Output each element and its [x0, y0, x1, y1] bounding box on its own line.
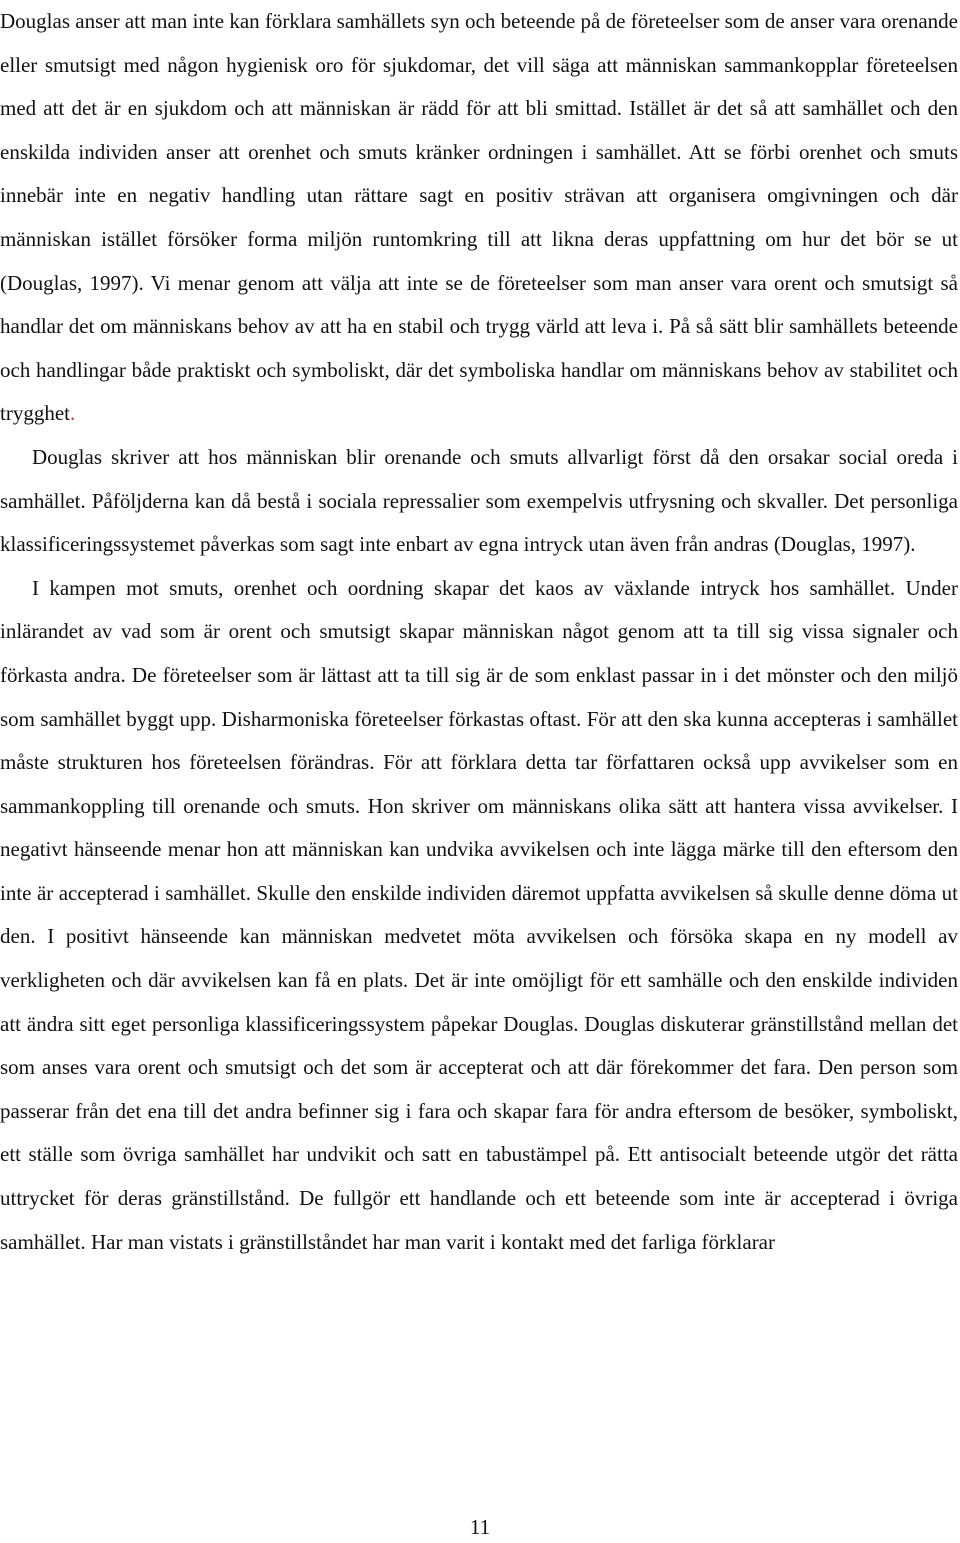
paragraph-1-end-mark: . — [69, 401, 76, 426]
paragraph-3: I kampen mot smuts, orenhet och oordning skapar det kaos av växlande intryck hos samhället. Under inlärandet av vad som är orent och smutsigt skapar människan något genom att ta till sig vissa signaler och förkasta andra. De företeelser som är lättast att ta till sig är de som enklast passar in i det mönster och den miljö som samhället byggt upp. Disharmoniska företeelser förkastas oftast. För att den ska kunna accepteras i samhället måste strukturen hos företeelsen förändras. För att förklara detta tar författaren också upp avvikelser som en sammankoppling till orenande och smuts. Hon skriver om människans olika sätt att hantera vissa avvikelser. I negativt hänseende menar hon att människan kan undvika avvikelsen och inte lägga märke till den eftersom den inte är accepterad i samhället. Skulle den enskilde individen däremot uppfatta avvikelsen så skulle denne döma ut den. I positivt hänseende kan människan medvetet möta avvikelsen och försöka skapa en ny modell av verkligheten och där avvikelsen kan få en plats. Det är inte omöjligt för ett samhälle och den enskilde individen att ändra sitt eget personliga klassificeringssystem påpekar Douglas. Douglas diskuterar gränstillstånd mellan det som anses vara orent och smutsigt och det som är accepterat och att där förekommer det fara. Den person som passerar från det ena till det andra befinner sig i fara och skapar fara för andra eftersom de besöker, symboliskt, ett ställe som övriga samhället har undvikit och satt en tabustämpel på. Ett antisocialt beteende utgör det rätta uttrycket för deras gränstillstånd. De fullgör ett handlande och ett beteende som inte är accepterad i övriga samhället. Har man vistats i gränstillståndet har man varit i kontakt med det farliga förklarar — [0, 575, 958, 1254]
page-number: 11 — [469, 1515, 491, 1539]
paragraph-1-text: Douglas anser att man inte kan förklara samhällets syn och beteende på de företeelser som de anser vara orenande eller smutsigt med någon hygienisk oro för sjukdomar, det vill säga att människan sammankopplar företeelsen med att det är en sjukdom och att människan är rädd för att bli smittad. Istället är det så att samhället och den enskilda individen anser att orenhet och smuts kränker ordningen i samhället. Att se förbi orenhet och smuts innebär inte en negativ handling utan rättare sagt en positiv strävan att organisera omgivningen och där människan istället försöker forma miljön runtomkring till att likna deras uppfattning om hur det bör se ut (Douglas, 1997). Vi menar genom att välja att inte se de företeelser som man anser vara orent och smutsigt så handlar det om människans behov av att ha en stabil och trygg värld att leva i. På så sätt blir samhällets beteende och handlingar både praktiskt och symboliskt, där det symboliska handlar om människans behov av stabilitet och trygghet — [0, 9, 958, 426]
paragraph-1 — [0, 0, 958, 436]
paragraph-2: Douglas skriver att hos människan blir orenande och smuts allvarligt först då den orsakar social oreda i samhället. Påföljderna kan då bestå i sociala repressalier som exempelvis utfrysning och skvaller. Det personliga klassificeringssystemet påverkas som sagt inte enbart av egna intryck utan även från andras (Douglas, 1997). — [0, 444, 958, 557]
